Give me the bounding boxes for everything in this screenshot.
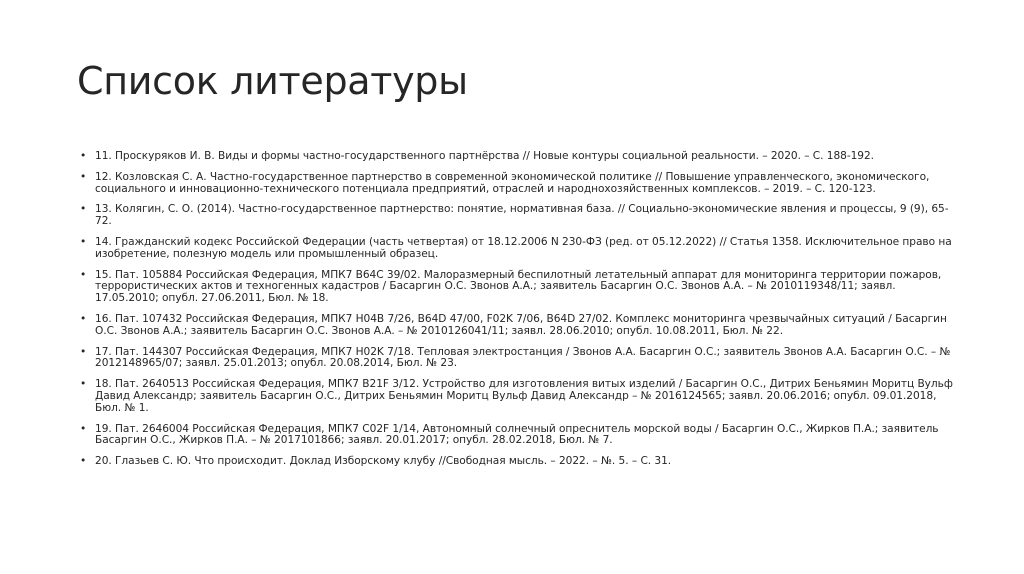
reference-text: 14. Гражданский кодекс Российской Федерации (часть четвертая) от 18.12.2006 N 230-ФЗ (ред. от 05.12.2022) // Статья 1358. Исключительное право на изобретение, полезную модель или промышленный образец. (95, 235, 952, 260)
reference-text: 17. Пат. 144307 Российская Федерация, МПК7 H02K 7/18. Тепловая электростанция / Звонов А.А. Басаргин О.С.; заявитель Звонов А.А. Басаргин О.С. – № 2012148965/07; заявл. 25.01.2013; опубл. 20.08.2014, Бюл. № 23. (95, 345, 951, 370)
bullet-icon: • (80, 235, 87, 248)
bullet-icon: • (80, 378, 87, 391)
reference-list (80, 151, 960, 477)
reference-item (80, 204, 960, 228)
bullet-icon: • (80, 268, 87, 281)
reference-text: 12. Козловская С. А. Частно-государственное партнерство в современной экономической политике // Повышение управленческого, экономического, социального и инновационно-технического потенциала предприятий, отраслей и народнохозяйственных комплексов. – 2019. – С. 120-123. (95, 170, 930, 195)
reference-text: 18. Пат. 2640513 Российская Федерация, МПК7 B21F 3/12. Устройство для изготовления витых изделий / Басаргин О.С., Дитрих Беньямин Моритц Вульф Давид Александр; заявитель Басаргин О.С., Дитрих Беньямин Моритц Вульф Давид Александр – № 2016124565; заявл. 20.06.2016; опубл. 09.01.2018, Бюл. № 1. (95, 378, 953, 414)
reference-item (80, 347, 960, 371)
reference-text: 19. Пат. 2646004 Российская Федерация, МПК7 C02F 1/14, Автономный солнечный опреснитель морской воды / Басаргин О.С., Жирков П.А.; заявитель Басаргин О.С., Жирков П.А. – № 2017101866; заявл. 20.01.2017; опубл. 28.02.2018, Бюл. № 7. (95, 422, 939, 447)
reference-text: 20. Глазьев С. Ю. Что происходит. Доклад Изборскому клубу //Свободная мысль. – 2022. – №. 5. – С. 31. (95, 455, 672, 468)
reference-item (80, 172, 960, 196)
reference-item (80, 424, 960, 448)
reference-item (80, 456, 960, 468)
reference-item (80, 270, 960, 305)
bullet-icon: • (80, 150, 87, 162)
reference-text: 15. Пат. 105884 Российская Федерация, МПК7 B64C 39/02. Малоразмерный беспилотный летательный аппарат для мониторинга территории пожаров, террористических актов и техногенных кадастров / Басаргин О.С. Звонов А.А.; заявитель Басаргин О.С. Звонов А.А. – № 2010119348/11; заявл. 17.05.2010; опубл. 27.06.2011, Бюл. № 18. (95, 268, 942, 305)
bullet-icon: • (80, 203, 87, 216)
reference-item (80, 237, 960, 261)
reference-text: 11. Проскуряков И. В. Виды и формы частно-государственного партнёрства // Новые контуры социальной реальности. – 2020. – С. 188-192. (95, 150, 874, 162)
slide-title: Список литературы (77, 59, 468, 103)
reference-item (80, 151, 960, 163)
bullet-icon: • (80, 455, 87, 468)
reference-text: 16. Пат. 107432 Российская Федерация, МПК7 H04B 7/26, B64D 47/00, F02K 7/06, B64D 27/02. Комплекс мониторинга чрезвычайных ситуаций / Басаргин О.С. Звонов А.А.; заявитель Басаргин О.С. Звонов А.А. – № 2010126041/11; заявл. 28.06.2010; опубл. 10.08.2011, Бюл. № 22. (95, 312, 947, 337)
bullet-icon: • (80, 312, 87, 325)
reference-item (80, 314, 960, 338)
reference-item (80, 379, 960, 414)
bullet-icon: • (80, 170, 87, 183)
bullet-icon: • (80, 422, 87, 435)
bullet-icon: • (80, 345, 87, 358)
reference-text: 13. Колягин, С. О. (2014). Частно-государственное партнерство: понятие, нормативная база. // Социально-экономические явления и процессы, 9 (9), 65-72. (95, 203, 949, 228)
